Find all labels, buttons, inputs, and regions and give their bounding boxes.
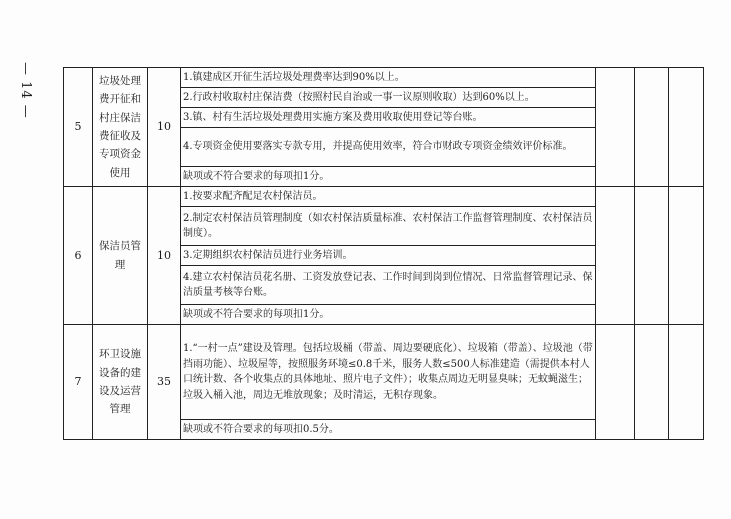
blank-cell: [596, 68, 635, 187]
criteria-cell: 3.镇、村有生活垃圾处理费用实施方案及费用收取使用登记等台账。: [181, 108, 596, 128]
row-number: 6: [64, 187, 93, 325]
table-row: [64, 68, 704, 88]
score: 10: [148, 187, 181, 325]
criteria-cell: 4.专项资金使用要落实专款专用，并提高使用效率，符合市财政专项资金绩效评价标准。: [181, 128, 596, 167]
page-number: — 14 —: [18, 62, 33, 119]
score: 35: [148, 325, 181, 440]
criteria-cell: 1.镇建成区开征生活垃圾处理费率达到90%以上。: [181, 68, 596, 88]
item-name: 环卫设施设备的建设及运营管理: [93, 325, 148, 440]
deduction-rule: 缺项或不符合要求的每项扣0.5分。: [181, 420, 596, 440]
blank-cell: [669, 325, 704, 440]
deduction-rule: 缺项或不符合要求的每项扣1分。: [181, 167, 596, 187]
row-number: 7: [64, 325, 93, 440]
blank-cell: [596, 325, 635, 440]
criteria-cell: 2.行政村收取村庄保洁费（按照村民自治或一事一议原则收取）达到60%以上。: [181, 88, 596, 108]
assessment-table: [63, 67, 704, 440]
blank-cell: [635, 68, 669, 187]
blank-cell: [635, 325, 669, 440]
criteria-cell: 1.按要求配齐配足农村保洁员。: [181, 187, 596, 207]
blank-cell: [635, 187, 669, 325]
table-row: [64, 187, 704, 207]
blank-cell: [669, 68, 704, 187]
deduction-rule: 缺项或不符合要求的每项扣1分。: [181, 305, 596, 325]
item-name: 垃圾处理费开征和村庄保洁费征收及专项资金使用: [93, 68, 148, 187]
criteria-cell: 1.“一村一点”建设及管理。包括垃圾桶（带盖、周边要硬底化）、垃圾箱（带盖）、垃圾池（带挡雨功能）、垃圾屋等，按照服务环境≤0.8千米，服务人数≤500人标准建造（需提供本村人口统计数、各个收集点的具体地址、照片电子文件）；收集点周边无明显臭味；无蚊蝇滋生；垃圾入桶入池，周边无堆放现象；及时清运，无积存现象。: [181, 325, 596, 420]
item-name: 保洁员管理: [93, 187, 148, 325]
criteria-cell: 2.制定农村保洁员管理制度（如农村保洁质量标准、农村保洁工作监督管理制度、农村保洁员制度）。: [181, 207, 596, 246]
criteria-cell: 4.建立农村保洁员花名册、工资发放登记表、工作时间到岗到位情况、日常监督管理记录、保洁质量考核等台账。: [181, 266, 596, 305]
criteria-cell: 3.定期组织农村保洁员进行业务培训。: [181, 246, 596, 266]
score: 10: [148, 68, 181, 187]
blank-cell: [669, 187, 704, 325]
row-number: 5: [64, 68, 93, 187]
table-row: [64, 325, 704, 420]
blank-cell: [596, 187, 635, 325]
